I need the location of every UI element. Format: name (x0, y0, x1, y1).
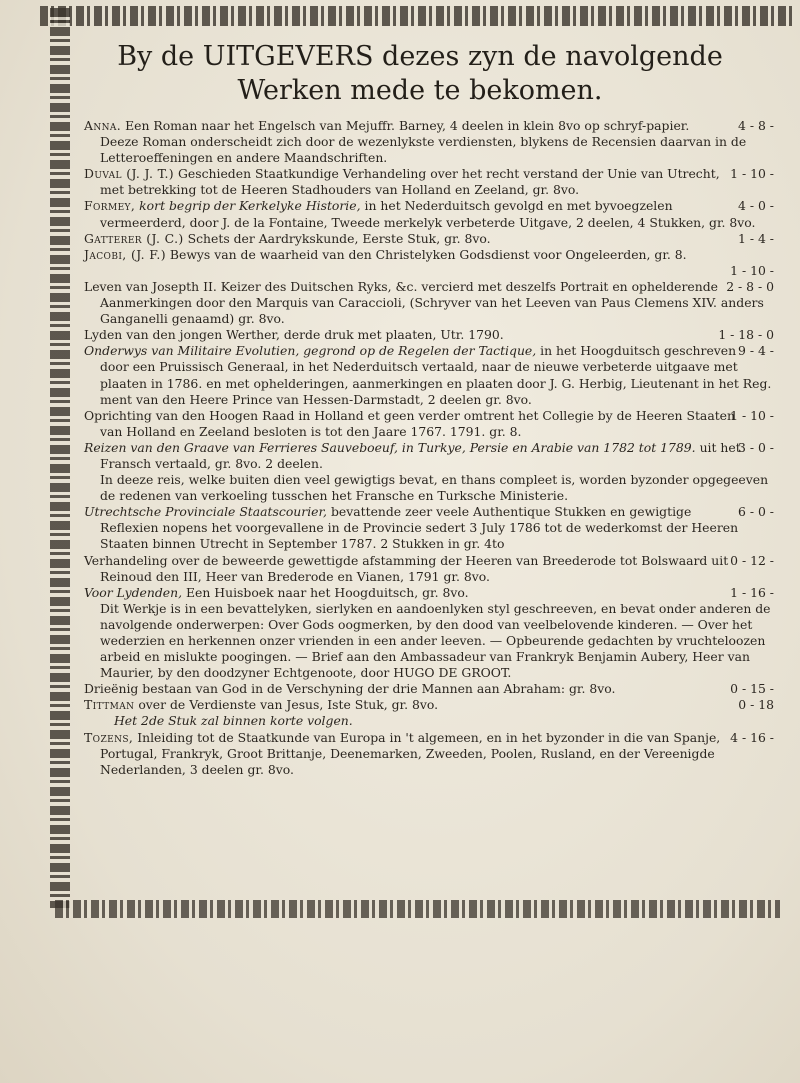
entry-author: Formey, (84, 198, 136, 214)
entry-text: Oprichting van den Hoogen Raad in Holland et geen verder omtrent het Collegie by de Heeren Staaten van Holland en Zeeland besloten is tot den Jaare 1767. 1791. gr. 8. (84, 407, 735, 439)
entry-text: Inleiding tot de Staatkunde van Europa in 't algemeen, en in het byzonder in die van Spanje, Portugal, Frankryk, Groot Brittanje, Deenemarken, Zweeden, Poolen, Rusland, en der Vereenigde Nederlanden, 3 deelen gr. 8vo. (100, 729, 721, 777)
entry-text: In deeze reis, welke buiten dien veel gewigtigs bevat, en thans compleet is, worden byzonder opgegeeven de redenen van verkoeling tusschen het Fransche en Turksche Ministerie. (100, 472, 769, 504)
entry-description (84, 601, 774, 681)
entry-text: over de Verdienste van Jesus, Iste Stuk, gr. 8vo. (138, 697, 439, 713)
entry-text: Deeze Roman onderscheidt zich door de wezenlykste verdiensten, blykens de Recensien daarvan in de Letteroeffeningen en andere Maandschriften. (100, 134, 747, 166)
ornament-border-left (50, 8, 70, 908)
entry-text: Dit Werkje is in een bevattelyken, sierlyken en aandoenlyken styl geschreeven, en bevat onder anderen de navolgende onderwerpen: Over Gods oogmerken, by den dood van veelbelovende kinderen. — Over het wederzien en herkennen onzer vrienden in een ander leeven. — Opbeurende gedachten by vruchteloozen arbeid en mislukte poogingen. — Brief aan den Ambassadeur van Frankryk Benjamin Aubery, Heer van Maurier, by den doodzyner Echtgenoote, door HUGO DE GROOT. (100, 600, 771, 681)
entry-text: in het Hoogduitsch geschreven door een Pruissisch Generaal, in het Nederduitsch vertaald, naar de nieuwe verbeterde uitgaave met plaaten in 1786. en met ophelderingen, aanmerkingen en plaaten door J. G. Herbig, Lieutenant in het Reg. ment van den Heere Prince van Hessen-Darmstadt, 2 deelen gr. 8vo. (100, 343, 772, 407)
catalogue-entry (84, 343, 774, 407)
entry-price: 0 - 12 - (730, 552, 774, 568)
entry-price: 0 - 18 (738, 697, 774, 713)
heading-line-2: Werken mede te bekomen. (237, 75, 603, 106)
entry-text: Een Huisboek naar het Hoogduitsch, gr. 8vo. (185, 584, 469, 600)
heading-line-1: By de UITGEVERS dezes zyn de navolgende (117, 41, 723, 72)
entry-price: 4 - 0 - (738, 198, 774, 214)
entry-author: Tozens, (84, 729, 134, 745)
catalogue-entry (84, 504, 774, 552)
entry-price: 3 - 0 - (738, 439, 774, 455)
catalogue-list (84, 118, 774, 778)
entry-text: Schets der Aardrykskunde, Eerste Stuk, gr. 8vo. (187, 230, 491, 246)
entry-text: Bewys van de waarheid van den Christelyken Godsdienst voor Ongeleerden, gr. 8. (169, 246, 687, 262)
catalogue-entry (84, 553, 774, 585)
catalogue-entry (84, 279, 774, 327)
entry-description (84, 472, 774, 504)
entry-author: Gatterer (J. C.) (84, 230, 184, 246)
entry-price: 4 - 8 - (738, 118, 774, 133)
entry-author: Anna. (84, 118, 122, 133)
entry-text: in het Nederduitsch gevolgd en met byvoegzelen vermeerderd, door J. de la Fontaine, Tweede merkelyk verbeterde Uitgave, 2 deelen, 4 Stukken, gr. 8vo. (100, 198, 756, 230)
entry-text: uit het Fransch vertaald, gr. 8vo. 2 deelen. (100, 439, 741, 471)
entry-text: Leven van Josepth II. Keizer des Duitschen Ryks, &c. vercierd met deszelfs Portrait en ophelderende Aanmerkingen door den Marquis van Caraccioli, (Schryver van het Leeven van Paus Clemens XIV. anders Ganganelli genaamd) gr. 8vo. (84, 278, 764, 327)
catalogue-entry (84, 730, 774, 778)
entry-price: 1 - 10 - (730, 166, 774, 182)
entry-price: 1 - 18 - 0 (718, 327, 774, 343)
entry-price: 9 - 4 - (738, 343, 774, 359)
entry-title: Reizen van den Graave van Ferrieres Sauveboeuf, in Turkye, Persie en Arabie van 1782 tot 1789. (84, 439, 696, 455)
entry-title: kort begrip der Kerkelyke Historie, (139, 198, 361, 214)
entry-text: Drieënig bestaan van God in de Verschyning der drie Mannen aan Abraham: gr. 8vo. (84, 681, 616, 697)
ornament-border-top (40, 6, 795, 26)
catalogue-entry (84, 585, 774, 601)
catalogue-entry (84, 440, 774, 472)
entry-title: Utrechtsche Provinciale Staatscourier, (84, 504, 327, 520)
entry-price: 1 - 4 - (738, 230, 774, 246)
entry-note: Het 2de Stuk zal binnen korte volgen. (114, 713, 353, 729)
entry-price: 6 - 0 - (738, 504, 774, 520)
catalogue-entry (84, 166, 774, 198)
catalogue-entry (84, 408, 774, 440)
entry-price: 0 - 15 - (730, 681, 774, 697)
entry-author: Duval (J. J. T.) (84, 166, 175, 182)
entry-title: Voor Lydenden, (84, 584, 183, 600)
entry-author: Tittman (84, 697, 135, 713)
entry-price: 1 - 10 - (730, 407, 774, 423)
catalogue-entry (84, 198, 774, 230)
catalogue-entry (84, 118, 774, 134)
entry-title: Onderwys van Militaire Evolutien, gegrond op de Regelen der Tactique, (84, 343, 537, 359)
ornament-border-bottom (55, 900, 780, 918)
entry-price: 4 - 16 - (730, 729, 774, 745)
entry-text: Geschieden Staatkundige Verhandeling over het recht verstand der Unie van Utrecht, met betrekking tot de Heeren Stadhouders van Holland en Zeeland, gr. 8vo. (100, 166, 720, 198)
entry-text: Lyden van den jongen Werther, derde druk met plaaten, Utr. 1790. (84, 327, 504, 343)
catalogue-entry (84, 247, 774, 263)
entry-price-continued: 1 - 10 - (730, 262, 774, 278)
page-heading (100, 40, 740, 108)
entry-text: Een Roman naar het Engelsch van Mejuffr. Barney, 4 deelen in klein 8vo op schryf-papier. (125, 118, 690, 133)
catalogue-entry (84, 231, 774, 247)
catalogue-entry (84, 697, 774, 713)
catalogue-entry (84, 327, 774, 343)
catalogue-entry (84, 681, 774, 697)
entry-price: 2 - 8 - 0 (726, 278, 774, 294)
entry-author: Jacobi, (J. F.) (84, 246, 166, 262)
entry-text: Verhandeling over de beweerde gewettigde afstamming der Heeren van Breederode tot Bolswaard uit Reinoud den III, Heer van Brederode en Vianen, 1791 gr. 8vo. (84, 552, 729, 584)
entry-price: 1 - 16 - (730, 584, 774, 600)
entry-description (84, 134, 774, 166)
entry-text: bevattende zeer veele Authentique Stukken en gewigtige Reflexien nopens het voorgevallene in de Provincie sedert 3 July 1786 tot de wederkomst der Heeren Staaten binnen Utrecht in September 1787. 2 Stukken in gr. 4to (100, 504, 739, 552)
